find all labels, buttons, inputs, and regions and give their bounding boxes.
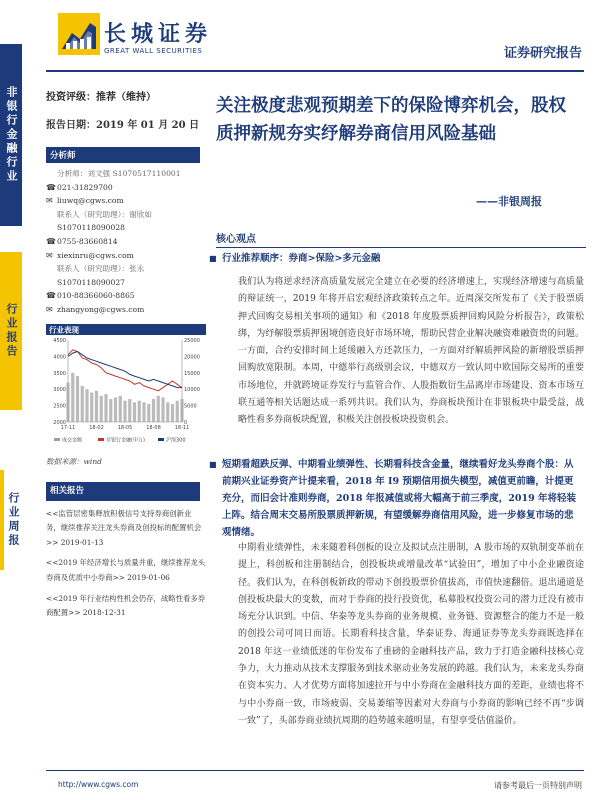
analyst-contact-text[interactable]: xiexinru@cgws.com xyxy=(57,250,134,260)
investment-rating: 投资评级：推荐（维持） xyxy=(46,92,156,103)
report-date: 报告日期：2019 年 01 月 20 日 xyxy=(46,120,200,131)
chart-volume-bar xyxy=(114,397,117,422)
chart-volume-bar xyxy=(147,404,150,422)
header-divider xyxy=(46,70,584,72)
chart-volume-bar xyxy=(100,396,103,422)
chart-legend-swatch xyxy=(158,438,164,441)
chart-volume-bar xyxy=(138,401,141,422)
chart-x-tick: 17-11 xyxy=(60,425,76,431)
chart-title: 行业表现 xyxy=(49,325,79,335)
analyst-contact-line xyxy=(46,167,200,181)
chart-volume-bar xyxy=(176,401,179,422)
chart-y-left-tick: 3000 xyxy=(53,387,66,394)
analyst-contact-line xyxy=(46,235,200,249)
chart-volume-bar xyxy=(104,394,107,422)
related-section-header: 相关报告 xyxy=(46,482,200,501)
phone-icon: ☎ xyxy=(46,291,56,301)
company-logo xyxy=(58,13,218,65)
analyst-contact-line xyxy=(46,262,200,276)
analyst-contact-line xyxy=(46,289,200,303)
chart-legend-swatch xyxy=(98,438,104,441)
analyst-contact-text: S1070118090028 xyxy=(57,223,126,233)
paragraph-2: 中期看业绩弹性，未来随着科创板的设立及拟试点注册制，A 股市场的双轨制变革前在提上，科创板和注册制结合，创投板块或增量改革“试验田”，增加了中小企业融资途径。我们认为，在科创板新政的带动下创投股票价值拔高，市值快速翻倍。退出通道是创投板块最大的变数，而对于券商的投行投资优，私募股权投资公司的潜力迁没有被市场充分认识到。中信、华泰等龙头券商的业务规模、业务链、资源整合的能力不是一般的创投公司可同日而语。长期看科技含量，华泰证券、海通证券等龙头券商既选择在 2018 年这一业绩低迷的年份发布了重磅的金融科技产品，致力于打造金融科技核心竞争力，大力推动从技术支撑服务到技术驱动业务发展的跨越。我们认为，未来龙头券商在资本实力、人才优势方面将加速拉开与中小券商在金融科技方面的差距，业绩也将不与中小券商一致，市场疲弱、交易萎缩等因素对大券商与小券商的影响已经不再“步调一致”了，头部券商业绩抗周期的趋势越来越明显，有望享受估值溢价。 xyxy=(238,543,584,726)
footer-url[interactable]: http://www.cgws.com xyxy=(58,780,139,789)
chart-legend-swatch xyxy=(54,438,60,441)
chart-series-line xyxy=(68,352,182,388)
chart-volume-bar xyxy=(76,376,79,422)
chart-volume-bar xyxy=(152,399,155,422)
analyst-contact-text: 联系人（研究助理）：张永 xyxy=(57,264,145,274)
chart-volume-bar xyxy=(90,392,93,422)
chart-volume-bar xyxy=(85,389,88,422)
analyst-contact-text: S1070118090027 xyxy=(57,277,126,287)
chart-y-left-tick: 3500 xyxy=(53,370,66,377)
chart-legend-label: 沪深300 xyxy=(166,437,186,444)
logo-text-cn: 长城证券 xyxy=(104,21,213,47)
report-subtitle: ——非银周报 xyxy=(476,195,542,208)
analyst-contact-text: 分析师：刘文强 S1070517110001 xyxy=(57,169,181,178)
chart-y-right-tick: 10000 xyxy=(184,387,200,394)
report-title: 关注极度悲观预期差下的保险博弈机会，股权质押新规夯实纾解券商信用风险基础 xyxy=(216,96,566,144)
logo-text-en: GREAT WALL SECURITIES xyxy=(104,47,203,55)
chart-x-tick: 18-11 xyxy=(174,425,190,431)
chart-volume-bar xyxy=(95,391,98,422)
email-icon: ✉ xyxy=(46,250,53,260)
related-report-item[interactable]: <<2019 年经济增长与质量并重，继续推荐龙头券商及优质中小券商>> 2019-01-06 xyxy=(46,558,206,582)
footer-divider xyxy=(46,770,584,771)
side-tab-report: 行业报告 xyxy=(0,252,22,410)
chart-x-tick: 18-05 xyxy=(117,425,133,431)
industry-performance-chart xyxy=(46,324,206,452)
chart-volume-bar xyxy=(123,401,126,422)
chart-volume-bar xyxy=(161,397,164,422)
core-view-header: 核心观点 xyxy=(216,230,586,248)
chart-y-left-tick: 2000 xyxy=(53,420,66,426)
chart-y-left-tick: 4000 xyxy=(53,354,66,361)
chart-volume-bar xyxy=(109,399,112,422)
email-icon: ✉ xyxy=(46,196,53,206)
chart-y-right-tick: 15000 xyxy=(184,370,200,377)
chart-y-right-tick: 20000 xyxy=(184,354,200,361)
chart-volume-bar xyxy=(157,396,160,422)
related-reports xyxy=(46,482,206,621)
analyst-contact-line xyxy=(46,276,200,290)
email-icon: ✉ xyxy=(46,304,53,314)
chart-volume-bar xyxy=(119,396,122,422)
analyst-contact-text[interactable]: liuwq@cgws.com xyxy=(57,196,124,206)
chart-y-right-tick: 25000 xyxy=(184,338,200,344)
great-wall-logo-icon xyxy=(58,13,100,55)
analyst-contact-line xyxy=(46,194,200,208)
phone-icon: ☎ xyxy=(46,182,56,192)
chart-volume-bar xyxy=(133,402,136,422)
footer-disclaimer: 请参考最后一页特别声明 xyxy=(494,781,582,790)
report-type-label: 证券研究报告 xyxy=(503,46,582,61)
analyst-contact-text: 021-31829700 xyxy=(57,182,113,192)
chart-y-left-tick: 4500 xyxy=(53,338,66,344)
bullet-recommendation: ■ 行业推荐顺序：券商>保险>多元金融 xyxy=(222,250,582,267)
chart-svg xyxy=(46,324,206,452)
left-column xyxy=(46,88,200,317)
chart-volume-bar xyxy=(142,402,145,422)
phone-icon: ☎ xyxy=(46,236,56,246)
analyst-contact-text[interactable]: zhangyong@cgws.com xyxy=(57,304,145,314)
chart-y-right-tick: 5000 xyxy=(184,403,197,410)
paragraph-1: 我们认为将逆求经济高质量发展完全建立在必要的经济增速上，实现经济增速与高质量的辩证统一，2019 年将开启宏观经济政策转点之年。近周深交所发布了《关于股票质押式回购交易相关事项的通知》和《2018 年度股票质押回购风险分析报告》，政策松绑，为纾解股票质押困境创造良好市场环境，帮助民营企业解决融资难融资贵的问题。一方面，合约安排时间上延缓融入方还款压力，一方面对纾解质押风险的新增股票质押回购放宽限制。本周，中德举行高级别会议，中德双方一致认同中欧国际交易所的重要市场地位，并就跨境证券发行与监管合作、人股指数衍生品离岸市场建设、资本市场互联互通等相关话题达成一系列共识。我们认为，券商板块预计在非银板块中最受益，战略性看多券商板块配置，积极关注创投板块投资机会。 xyxy=(238,277,584,426)
analyst-contact-text: 0755-83660814 xyxy=(57,236,118,246)
chart-legend-label: 非银行金融(申万) xyxy=(106,437,145,444)
analyst-contact-line xyxy=(46,221,200,235)
chart-legend-label: 成交金额 xyxy=(62,437,83,444)
side-tab-weekly: 行业周报 xyxy=(0,470,22,570)
chart-volume-bar xyxy=(171,404,174,422)
chart-volume-bar xyxy=(166,402,169,422)
chart-series-line xyxy=(68,350,182,391)
chart-volume-bar xyxy=(71,373,74,422)
analyst-contact-line xyxy=(46,208,200,222)
related-report-item[interactable]: <<监管层密集释放积极信号支持券商创新业务，继续推荐关注龙头券商及创投标的配置机会>> 2019-01-13 xyxy=(46,508,202,547)
analyst-section-header: 分析师 xyxy=(46,147,200,163)
chart-y-right-tick: 0 xyxy=(184,420,188,426)
chart-y-left-tick: 2500 xyxy=(53,403,66,410)
analyst-contact-text: 联系人（研究助理）：谢欣如 xyxy=(57,209,152,219)
chart-volume-bar xyxy=(81,386,84,422)
related-report-item[interactable]: <<2019 年行业结构性机会仍存，战略性看多券商配置>> 2018-12-31 xyxy=(46,593,206,618)
analyst-contact-text: 010-88366060-8865 xyxy=(57,291,135,301)
analyst-contact-list xyxy=(46,167,200,317)
analyst-contact-line xyxy=(46,181,200,195)
analyst-contact-line xyxy=(46,249,200,263)
chart-x-tick: 18-08 xyxy=(146,425,161,431)
chart-x-tick: 18-02 xyxy=(89,425,104,431)
chart-volume-bar xyxy=(66,383,69,422)
chart-volume-bar xyxy=(128,399,131,422)
chart-volume-bar xyxy=(180,399,183,422)
chart-source: 数据来源：wind xyxy=(46,457,102,466)
bullet-short-mid-long: ■ 短期看超跌反弹、中期看业绩弹性、长期看科技含金量，继续看好龙头券商个股：从前期兴业证券资产计提来看，2018 年 I9 预期信用损失模型，减值更前瞻，计提更充分，而旧会计准则券商，2018 年报减值或将大幅高于前三季度，2019 年将轻装上阵。结合周末交易所股票质押新规，有望缓解券商信用风险，进一步修复市场的悲观情绪。 xyxy=(222,456,582,541)
analyst-contact-line xyxy=(46,303,200,317)
side-tab-industry: 非银行金融行业 xyxy=(0,44,22,226)
